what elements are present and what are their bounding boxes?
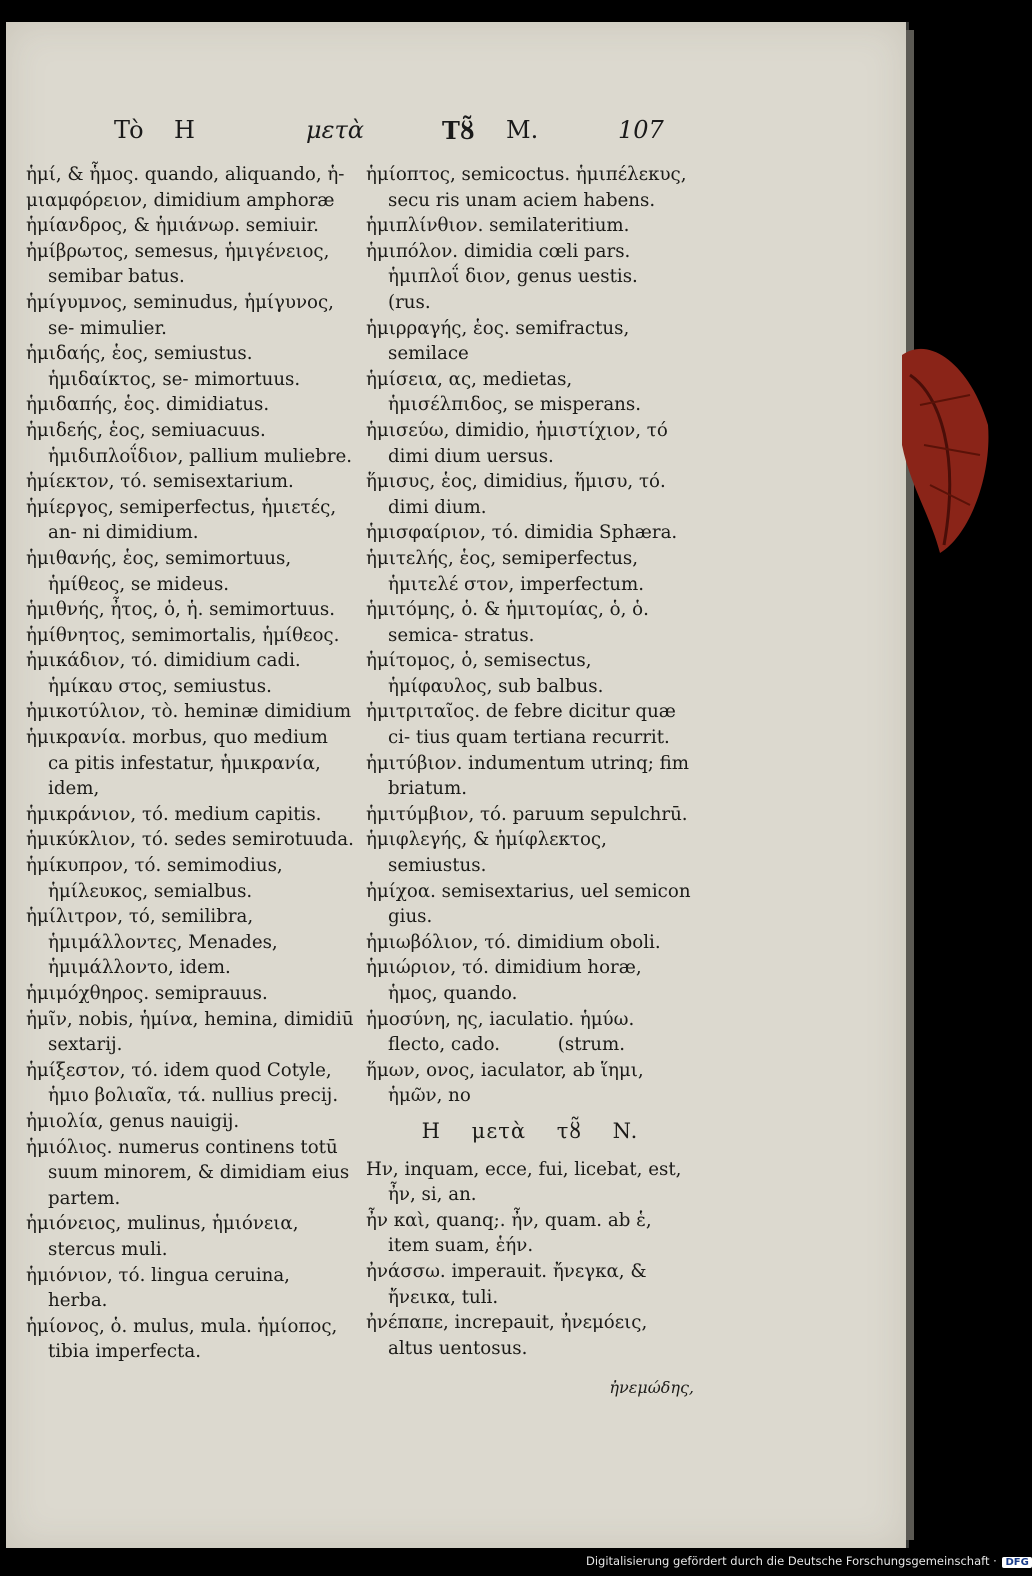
dictionary-entry: ἡμίανδρος, & ἡμιάνωρ. semiuir. <box>26 215 319 237</box>
left-column <box>26 162 360 1365</box>
header-left-meta: μετὰ <box>306 116 364 144</box>
dictionary-entry: ἡμίονος, ὁ. mulus, mula. ἡμίοπος, tibia imperfecta. <box>26 1315 344 1363</box>
dictionary-entry: ἡμίεργος, semiperfectus, ἡμιετές, an- ni dimidium. <box>26 496 342 544</box>
dictionary-entry: ἠνέπαπε, increpauit, ἠνεμόεις, altus uentosus. <box>366 1312 654 1359</box>
dictionary-entry: μιαμφόρειον, dimidium amphoræ <box>26 189 335 211</box>
header-right-letter: M. <box>506 116 539 144</box>
dictionary-entry: ἡμιωβόλιον, τό. dimidium oboli. <box>366 931 661 953</box>
dictionary-entry: ἡμικάδιον, τό. dimidium cadi. ἡμίκαυ στος, semiustus. <box>26 650 307 697</box>
dictionary-entry: ἡμιτριταῖος. de febre dicitur quæ ci- tius quam tertiana recurrit. <box>366 701 682 749</box>
dictionary-entry: ἡμιθνής, ἦτος, ὁ, ἡ. semimortuus. <box>26 599 336 621</box>
dictionary-entry: ἡμιρραγής, ἑος. semifractus, semilace <box>366 317 636 365</box>
page-edge <box>906 30 914 1540</box>
dictionary-entry: ἡμῖν, nobis, ἡμίνα, hemina, dimidiū sextarij. <box>26 1008 360 1056</box>
dictionary-entry: ἡμιτόμης, ὁ. & ἡμιτομίας, ὁ, ὁ. semica- stratus. <box>366 599 655 646</box>
right-column <box>366 162 697 1401</box>
book-page <box>6 22 909 1548</box>
dictionary-entry: ἡμιπλίνθιον. semilateritium. <box>366 215 630 237</box>
dictionary-entry: ἡμικύκλιον, τό. sedes semirotuuda. <box>26 829 354 851</box>
dfg-logo: DFG <box>1002 1557 1031 1568</box>
dictionary-entry: ἡμιθανής, ἑος, semimortuus, ἡμίθεος, se mideus. <box>26 547 297 595</box>
dictionary-entry: ἡμιδαπής, ἑος. dimidiatus. <box>26 394 270 416</box>
dictionary-entry: ἡμιτύμβιον, τό. paruum sepulchrū. <box>366 803 688 825</box>
dictionary-entry: ἡμιτελής, ἑος, semiperfectus, ἡμιτελέ στον, imperfectum. <box>366 547 645 595</box>
dictionary-entry: ἥμων, ονος, iaculator, ab ἵημι, ἡμῶν, no <box>366 1059 650 1107</box>
dictionary-entry: ἡμιτύβιον. indumentum utrinq; fim briatum. <box>366 752 695 800</box>
funding-footer <box>586 1554 1032 1568</box>
dictionary-entry: ἡμιόλιος. numerus continens totū suum minorem, & dimidiam eius partem. <box>26 1136 356 1209</box>
dictionary-entry: ἡμικράνιον, τό. medium capitis. <box>26 803 322 825</box>
dictionary-entry: ἡμικρανία. morbus, quo medium ca pitis infestatur, ἡμικρανία, idem, <box>26 727 334 800</box>
dictionary-entry: ἡμίξεστον, τό. idem quod Cotyle, ἡμιο βολιαῖα, τά. nullius precij. <box>26 1059 339 1107</box>
dictionary-entry: ἡμίβρωτος, semesus, ἡμιγένειος, semibar batus. <box>26 240 336 288</box>
running-header <box>6 116 906 156</box>
dictionary-entry: ἡμίλιτρον, τό, semilibra, ἡμιμάλλοντες, Menades, ἡμιμάλλοντο, idem. <box>26 906 284 979</box>
dictionary-entry: ἡμιόνιον, τό. lingua ceruina, herba. <box>26 1264 296 1312</box>
dictionary-entry: ἡμιολία, genus nauigij. <box>26 1110 240 1132</box>
dictionary-entry: ἡμιμόχθηρος. semiprauus. <box>26 983 268 1004</box>
dictionary-entry: ἡμιώριον, τό. dimidium horæ, ἡμος, quando. <box>366 957 648 1004</box>
dictionary-entry: ἡμίοπτος, semicoctus. ἡμιπέλεκυς, secu ris unam aciem habens. <box>366 164 693 211</box>
dictionary-entry: ἡμίτομος, ὁ, semisectus, ἡμίφαυλος, sub balbus. <box>366 650 604 697</box>
dictionary-entry: ἡμιπόλον. dimidia cœli pars. ἡμιπλοΐ διον, genus uestis. (rus. <box>366 240 696 313</box>
dictionary-entry: ἡμίκυπρον, τό. semimodius, ἡμίλευκος, semialbus. <box>26 855 289 902</box>
autumn-leaf-icon <box>900 335 992 555</box>
footer-text: Digitalisierung gefördert durch die Deutsche Forschungsgemeinschaft · <box>586 1554 997 1568</box>
dictionary-entry: Hν, inquam, ecce, fui, licebat, est, ἦν, si, an. <box>366 1158 688 1206</box>
dictionary-entry: ἠνάσσω. imperauit. ἤνεγκα, & ἤνεικα, tuli. <box>366 1260 653 1308</box>
dictionary-entry: ἡμισφαίριον, τό. dimidia Sphæra. <box>366 522 678 544</box>
catchword: ἠνεμώδης, <box>609 1378 694 1398</box>
dictionary-entry: ἡμιφλεγής, & ἡμίφλεκτος, semiustus. <box>366 829 613 877</box>
dictionary-entry: ἡμιδεής, ἑος, semiuacuus. ἡμιδιπλοΐδιον, pallium muliebre. <box>26 419 353 467</box>
dictionary-entry: ἡμί, & ἧμος. quando, aliquando, ἡ- <box>26 164 345 185</box>
dictionary-entry: ἡμικοτύλιον, τὸ. heminæ dimidium <box>26 701 352 723</box>
dictionary-entry: ἡμίγυμνος, seminudus, ἡμίγυνος, se- mimulier. <box>26 291 340 339</box>
dictionary-entry: ἡμιδαής, ἑος, semiustus. ἡμιδαίκτος, se- mimortuus. <box>26 343 301 390</box>
header-right-top: Tȣ̃ <box>442 116 475 145</box>
page-number: 107 <box>618 116 664 144</box>
dictionary-entry: ἡμισεύω, dimidio, ἡμιστίχιον, τό dimi dium uersus. <box>366 419 674 467</box>
dictionary-entry: ἡμίσεια, ας, medietas, ἡμισέλπιδος, se misperans. <box>366 368 641 416</box>
dictionary-entry: ἡμίχοα. semisextarius, uel semicon gius. <box>366 880 697 928</box>
header-left-letter: H <box>174 116 195 144</box>
dictionary-entry: ἥμισυς, ἑος, dimidius, ἥμισυ, τό. dimi dium. <box>366 471 672 518</box>
dictionary-entry: ἡμίεκτον, τό. semisextarium. <box>26 471 294 493</box>
dictionary-entry: ἡμοσύνη, ης, iaculatio. ἡμύω. flecto, cado. (strum. <box>366 1008 641 1056</box>
dictionary-entry: ἦν καὶ, quanq;. ἦν, quam. ab ἑ, item suam, ἑήν. <box>366 1209 658 1257</box>
header-left-top: Tò <box>114 116 144 144</box>
dictionary-entry: ἡμιόνειος, mulinus, ἡμιόνεια, stercus muli. <box>26 1213 305 1260</box>
dictionary-entry: ἡμίθνητος, semimortalis, ἡμίθεος. <box>26 624 340 646</box>
section-heading: H μετὰ τȣ̃ N. <box>421 1118 639 1143</box>
